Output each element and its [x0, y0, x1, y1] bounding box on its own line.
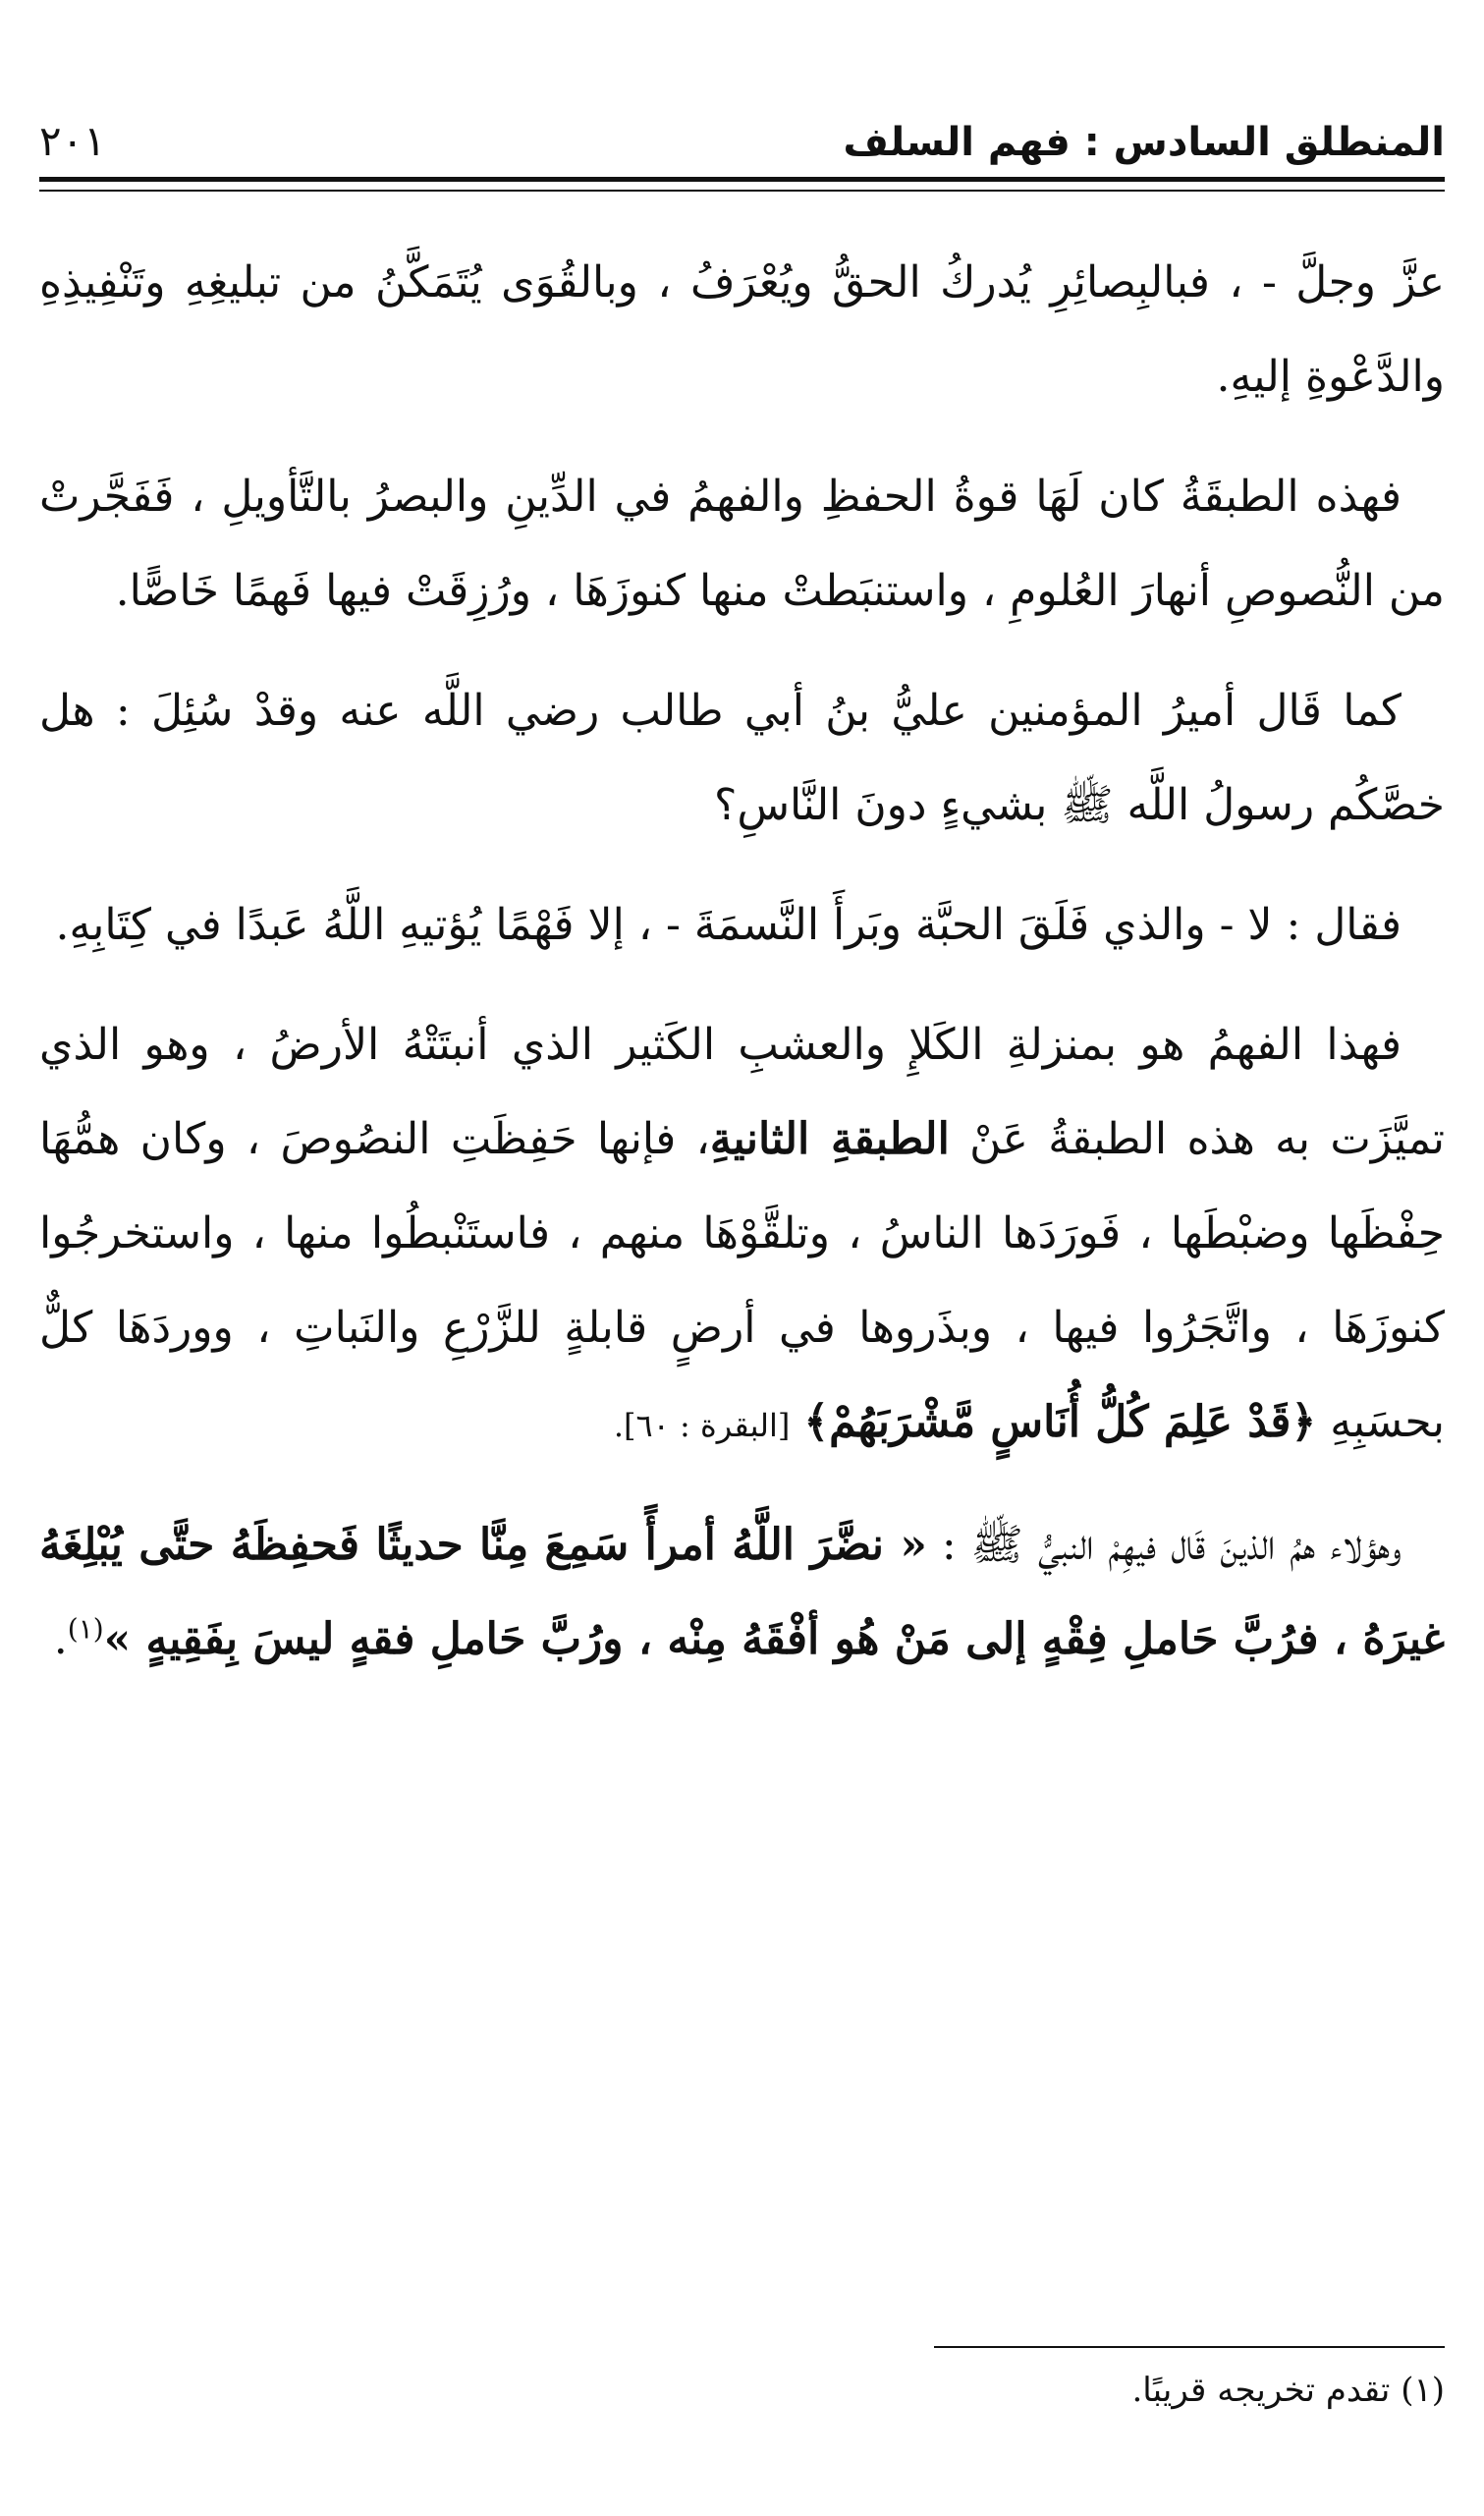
- paragraph-6-end: .: [53, 1614, 68, 1664]
- paragraph-6-intro: وهؤلاء همُ الذينَ قَال فيهِمْ النبيُّ ﷺ :: [941, 1520, 1402, 1570]
- footnote-marker: (١): [67, 1612, 104, 1646]
- paragraph-6: [39, 1498, 1445, 1687]
- hadith-text: « نضَّرَ اللَّهُ أمرأً سَمِعَ مِنَّا حديثًا فَحفِظَهُ حتَّى يُبْلِغَهُ غيرَهُ ، فرُبَّ حَاملِ فِقْهٍ إلى مَنْ هُو أفْقَهُ مِنْه ، ورُبَّ حَاملِ فقهٍ ليسَ بِفَقِيهٍ »: [39, 1520, 1445, 1664]
- footnote-1-marker: (١): [1401, 2371, 1445, 2410]
- paragraph-5: [39, 998, 1445, 1473]
- main-text: [39, 236, 1445, 1712]
- page-header: [39, 106, 1445, 165]
- bold-phrase: الطبقةِ الثانيةِ: [709, 1114, 950, 1164]
- footnote-1-text: تقدم تخريجه قريبًا.: [1131, 2371, 1391, 2410]
- paragraph-4: فقال : لا - والذي فَلَقَ الحبَّة وبَرأَ النَّسمَةَ - ، إلا فَهْمًا يُؤتيهِ اللَّهُ عَبدًا في كِتَابِهِ.: [55, 900, 1402, 950]
- quran-verse: ﴿قَدْ عَلِمَ كُلُّ أُنَاسٍ مَّشْرَبَهُمْ﴾: [803, 1397, 1317, 1447]
- paragraph-5-part1: فهذا الفهمُ هو بمنزلةِ الكَلإِ والعشبِ الكَثير الذي أنبتَتْهُ الأرضُ ، وهو الذي تميَّزَت به هذه الطبقةُ عَنْ: [39, 1020, 1445, 1164]
- header-rule-thin: [39, 190, 1445, 192]
- running-title: المنطلق السادس : فهم السلف: [843, 120, 1445, 165]
- paragraph-5-part2: ، فإنها حَفِظَتِ النصُوصَ ، وكان همُّهَا حِفْظَها وضبْطَها ، فَورَدَها الناسُ ، وتلقَّوْهَا منهم ، فاستَنْبطُوا منها ، واستخرجُوا كنوزَهَا ، واتَّجَرُوا فيها ، وبذَروها في أرضٍ قابلةٍ للزَّرْعِ والنَباتِ ، ووردَهَا كلٌّ بحسَبِهِ: [39, 1114, 1445, 1447]
- paragraph-2: فهذه الطبقَةُ كان لَهَا قوةُ الحفظِ والفهمُ في الدِّينِ والبصرُ بالتَّأويلِ ، فَفَجَّرتْ من النُّصوصِ أنهارَ العُلومِ ، واستنبَطتْ منها كنوزَهَا ، ورُزِقَتْ فيها فَهمًا خَاصًّا.: [39, 472, 1445, 616]
- footnote-separator: [934, 2346, 1445, 2348]
- verse-reference: [البقرة : ٦٠].: [613, 1407, 791, 1444]
- header-rule-thick: [39, 177, 1445, 182]
- page-number: ٢٠١: [39, 117, 106, 165]
- paragraph-3: كما قَال أميرُ المؤمنين عليُّ بنُ أبي طالب رضي اللَّه عنه وقدْ سُئِلَ : هل خصَّكُم رسولُ اللَّه ﷺ بشيءٍ دونَ النَّاسِ؟: [39, 686, 1445, 830]
- paragraph-1: عزَّ وجلَّ - ، فبالبِصائِرِ يُدركُ الحقُّ ويُعْرَفُ ، وبالقُوَى يُتَمَكَّنُ من تبليغِهِ وتَنْفِيذِهِ والدَّعْوةِ إليهِ.: [39, 257, 1445, 402]
- footnote-1: [39, 2363, 1445, 2418]
